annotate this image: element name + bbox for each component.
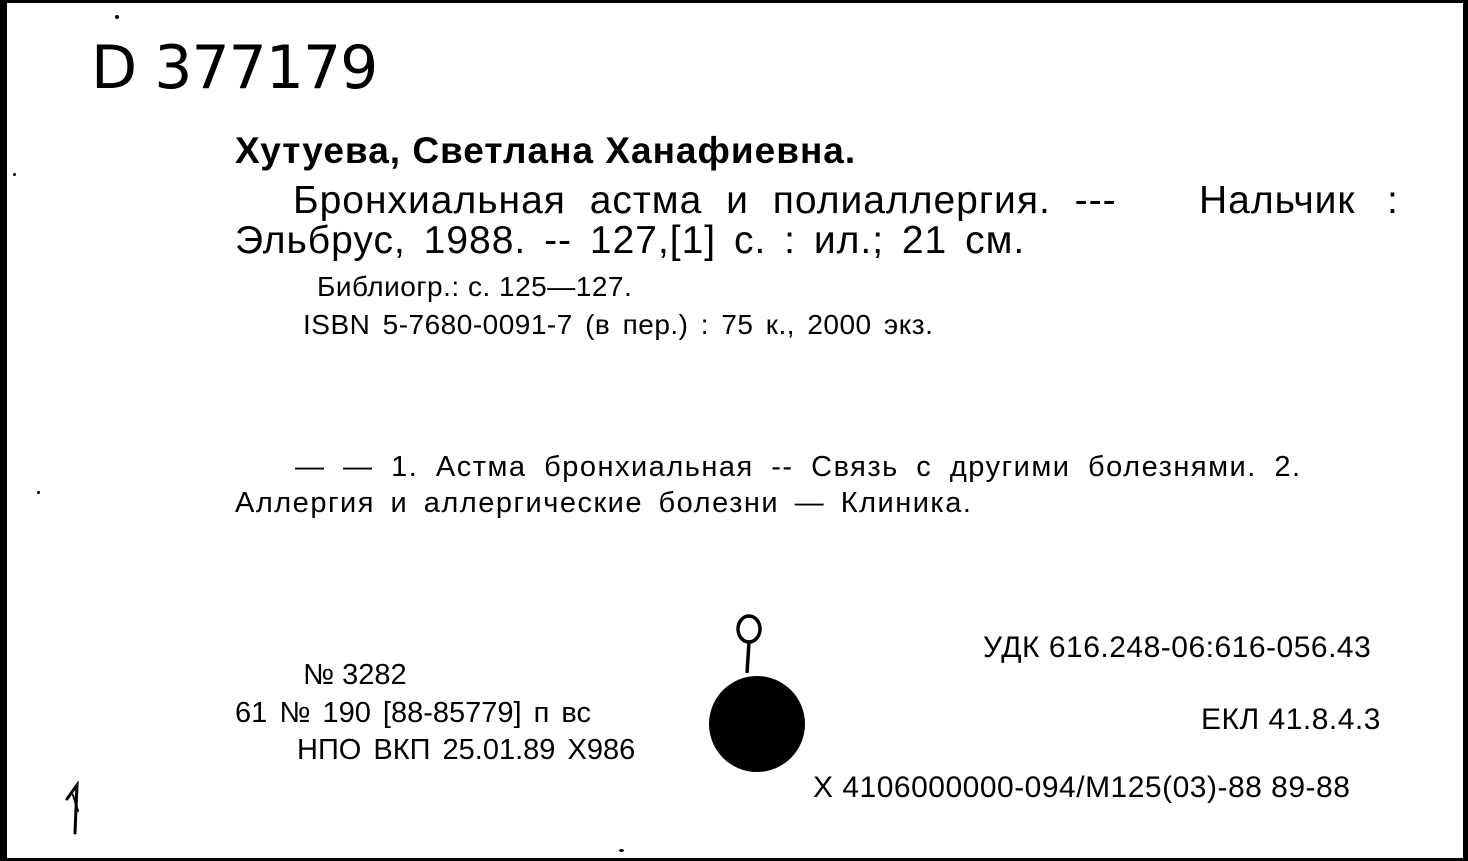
place-colon: :: [1387, 179, 1398, 222]
udk-code: УДК 616.248-06:616-056.43: [983, 631, 1372, 664]
subject-headings-line-2: Аллергия и аллергические болезни — Клиника.: [235, 487, 973, 519]
bibliography-note: Библиогр.: с. 125—127.: [317, 271, 633, 302]
registration-line-3: НПО ВКП 25.01.89 Х986: [297, 734, 636, 766]
subject-headings-line-1: — — 1. Астма бронхиальная -- Связь с другими болезнями. 2.: [295, 451, 1302, 483]
speck: [619, 849, 624, 852]
ring-mark-icon: [727, 609, 777, 684]
handwritten-mark: [61, 781, 91, 842]
ekl-code: ЕКЛ 41.8.4.3: [1201, 703, 1381, 736]
punch-hole: [709, 676, 805, 772]
call-number: D 377179: [91, 33, 378, 103]
speck: [13, 173, 16, 176]
speck: [115, 15, 119, 19]
title-line-2-imprint: Эльбрус, 1988. -- 127,[1] с. : ил.; 21 см.: [235, 219, 1026, 262]
author-heading: Хутуева, Светлана Ханафиевна.: [235, 130, 857, 171]
title-line-1: Бронхиальная астма и полиаллергия. ---: [293, 179, 1117, 222]
isbn-note: ISBN 5-7680-0091-7 (в пер.) : 75 к., 2000 экз.: [303, 309, 934, 340]
registration-line-2: 61 № 190 [88-85779] п вс: [235, 697, 591, 729]
speck: [37, 491, 40, 494]
registration-number: № 3282: [303, 659, 407, 691]
publisher-index: Х 4106000000-094/М125(03)-88 89-88: [813, 771, 1351, 804]
publication-place: Нальчик: [1199, 179, 1356, 222]
